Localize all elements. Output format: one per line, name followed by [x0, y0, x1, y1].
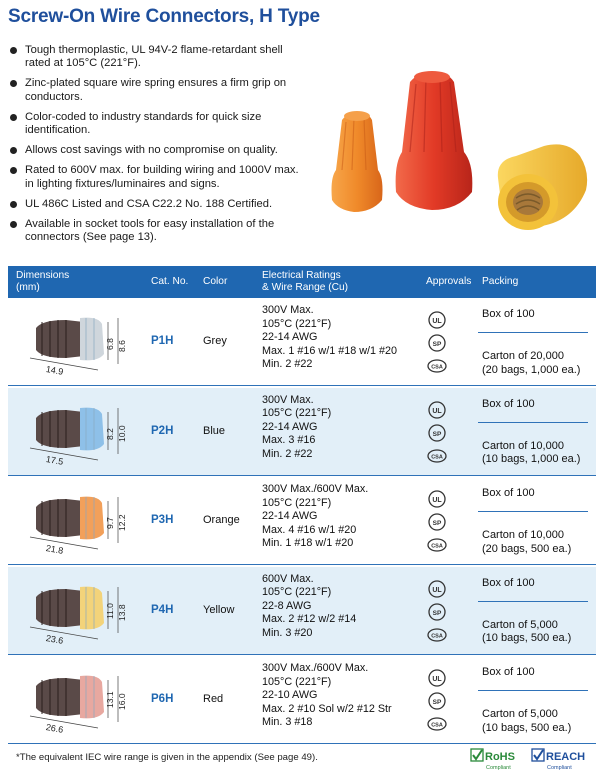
rating-line: Max. 2 #10 Sol w/2 #12 Str: [262, 702, 392, 715]
special-marking-icon: [429, 425, 445, 441]
packing-carton: [482, 440, 580, 467]
connector-color: Orange: [203, 514, 240, 526]
rating-line: Max. 3 #16: [262, 434, 316, 447]
table-header: [8, 266, 596, 298]
catalog-number: P4H: [151, 603, 174, 616]
packing-carton: [482, 350, 580, 377]
table-row-p4h: [8, 567, 596, 655]
feature-text: Allows cost savings with no compromise on quality.: [25, 144, 278, 157]
connector-side-icon: [36, 497, 104, 540]
rating-line: 105°C (221°F): [262, 317, 332, 330]
connector-side-icon: [36, 676, 104, 719]
special-marking-icon: [429, 335, 445, 351]
rating-line: Min. 2 #22: [262, 447, 313, 460]
approval-marks: [426, 489, 448, 555]
header-packing: Packing: [482, 276, 519, 287]
connector-color: Grey: [203, 335, 227, 347]
rating-line: Min. 3 #20: [262, 626, 313, 639]
approval-marks: [426, 310, 448, 376]
packing-carton: [482, 529, 571, 556]
connector-side-icon: [36, 407, 104, 450]
packing-carton-qty: Carton of 10,000: [482, 439, 564, 452]
feature-item: [8, 164, 308, 190]
footnote: *The equivalent IEC wire range is given in the appendix (See page 49).: [16, 752, 318, 763]
packing-carton-qty: Carton of 20,000: [482, 350, 564, 362]
csa-certified-icon: [428, 629, 446, 641]
bullet-icon: [10, 167, 17, 174]
approval-marks: [426, 668, 448, 734]
svg-text:CSA: CSA: [431, 722, 443, 729]
header-cat-no: Cat. No.: [151, 276, 189, 287]
svg-text:CSA: CSA: [431, 364, 443, 371]
connector-dimension-drawing: [18, 487, 133, 557]
csa-certified-icon: [428, 360, 446, 372]
rating-line: 300V Max.: [262, 393, 314, 406]
packing-divider: [478, 511, 588, 512]
rating-line: 22-14 AWG: [262, 420, 318, 433]
packing-carton-detail: (10 bags, 1,000 ea.): [482, 453, 581, 465]
feature-text: UL 486C Listed and CSA C22.2 No. 188 Certified.: [25, 197, 273, 210]
feature-item: [8, 218, 308, 244]
rating-line: 22-14 AWG: [262, 331, 318, 344]
rohs-badge-icon: [471, 749, 515, 771]
packing-carton-detail: (20 bags, 500 ea.): [482, 542, 572, 555]
page-title: Screw-On Wire Connectors, H Type: [8, 6, 320, 27]
packing-divider: [478, 332, 588, 333]
header-approvals: Approvals: [426, 276, 472, 287]
reach-label: REACH: [546, 751, 586, 763]
bullet-icon: [10, 147, 17, 154]
csa-certified-icon: [428, 539, 446, 551]
catalog-number: P3H: [151, 514, 174, 526]
table-row-p6h: [8, 656, 596, 744]
connector-dimension-drawing: [18, 666, 133, 736]
feature-item: [8, 198, 308, 211]
connector-color: Red: [203, 693, 224, 705]
rating-line: 105°C (221°F): [262, 496, 332, 509]
rating-line: Min. 2 #22: [262, 358, 313, 371]
ul-listed-icon: [429, 402, 445, 418]
dimension-width-outer: 13.8: [117, 603, 127, 621]
packing-carton-qty: Carton of 5,000: [482, 618, 558, 631]
svg-text:UL: UL: [432, 318, 442, 325]
rating-line: 105°C (221°F): [262, 586, 332, 599]
rating-line: Min. 1 #18 w/1 #20: [262, 537, 354, 550]
packing-box: Box of 100: [482, 576, 535, 589]
rating-line: Max. 4 #16 w/1 #20: [262, 523, 357, 536]
bullet-icon: [10, 114, 17, 121]
svg-text:CSA: CSA: [431, 543, 443, 550]
dimension-length: 23.6: [45, 632, 65, 646]
dimension-width-outer: 16.0: [117, 693, 127, 710]
feature-text: Zinc-plated square wire spring ensures a firm grip on conductors.: [25, 77, 287, 103]
dimension-width-inner: 11.0: [105, 602, 115, 619]
connector-color: Blue: [203, 424, 226, 437]
special-marking-icon: [429, 604, 445, 620]
dimension-width-inner: 13.1: [105, 691, 115, 708]
table-row-p1h: [8, 298, 596, 386]
dimension-width-outer: 10.0: [117, 424, 127, 442]
header-ratings: Electrical Ratings: [262, 270, 341, 281]
connector-dimension-drawing: [18, 577, 133, 647]
csa-certified-icon: [428, 718, 446, 730]
header-wire-range: & Wire Range (Cu): [262, 282, 349, 293]
special-marking-icon: [429, 693, 445, 709]
rating-line: Min. 3 #18: [262, 716, 313, 729]
svg-text:CSA: CSA: [431, 633, 443, 639]
header-dimensions-unit: (mm): [16, 282, 40, 293]
feature-item: [8, 111, 308, 137]
dimension-width-outer: 8.6: [117, 340, 127, 352]
csa-certified-icon: [428, 450, 446, 462]
header-dimensions: Dimensions: [16, 270, 70, 281]
compliance-badges: [470, 744, 592, 774]
connector-side-icon: [36, 318, 104, 361]
feature-list: [8, 44, 308, 251]
svg-text:SP: SP: [432, 341, 442, 348]
svg-text:SP: SP: [432, 699, 442, 706]
feature-text: Color-coded to industry standards for quick size identification.: [25, 110, 262, 137]
dimension-width-outer: 12.2: [117, 514, 127, 531]
svg-text:CSA: CSA: [431, 454, 443, 460]
packing-box: Box of 100: [482, 397, 535, 410]
connector-color: Yellow: [203, 603, 235, 616]
rating-line: 22-8 AWG: [262, 599, 312, 612]
electrical-ratings: [262, 394, 331, 462]
svg-text:UL: UL: [432, 586, 442, 594]
packing-box: Box of 100: [482, 487, 535, 499]
reach-sublabel: Compliant: [547, 765, 572, 771]
packing-carton-qty: Carton of 5,000: [482, 708, 558, 720]
rating-line: 300V Max.: [262, 304, 314, 316]
svg-text:SP: SP: [432, 609, 442, 617]
packing-carton: [482, 619, 571, 646]
ul-listed-icon: [429, 670, 445, 686]
bullet-icon: [10, 221, 17, 228]
feature-text: Available in socket tools for easy installation of the connectors (See page 13).: [25, 218, 275, 244]
svg-text:SP: SP: [432, 430, 442, 438]
header-color: Color: [203, 276, 228, 287]
svg-text:UL: UL: [432, 497, 442, 504]
connector-dimension-drawing: [18, 308, 133, 378]
yellow-connector-icon: [498, 144, 587, 230]
bullet-icon: [10, 47, 17, 54]
rohs-sublabel: Compliant: [486, 765, 511, 771]
reach-badge-icon: [532, 749, 585, 771]
svg-text:UL: UL: [432, 676, 442, 683]
rating-line: 22-10 AWG: [262, 689, 318, 702]
rating-line: 105°C (221°F): [262, 407, 332, 420]
rating-line: 600V Max.: [262, 572, 314, 585]
bullet-icon: [10, 80, 17, 87]
electrical-ratings: [262, 662, 392, 730]
ul-listed-icon: [429, 581, 445, 597]
dimension-width-inner: 9.7: [105, 517, 115, 529]
catalog-number: P1H: [151, 335, 174, 347]
approval-marks: [426, 579, 448, 645]
feature-item: [8, 144, 308, 157]
packing-box: Box of 100: [482, 308, 535, 320]
packing-carton-qty: Carton of 10,000: [482, 529, 564, 541]
electrical-ratings: [262, 304, 397, 372]
dimension-length: 21.8: [45, 542, 65, 556]
packing-divider: [478, 690, 588, 691]
packing-carton-detail: (10 bags, 500 ea.): [482, 632, 572, 644]
rating-line: Max. 1 #16 w/1 #18 w/1 #20: [262, 344, 398, 357]
table-row-p3h: [8, 477, 596, 565]
special-marking-icon: [429, 514, 445, 530]
dimension-length: 17.5: [45, 453, 65, 467]
rohs-label: RoHS: [485, 751, 515, 763]
packing-divider: [478, 601, 588, 602]
approval-marks: [426, 400, 448, 466]
orange-connector-icon: [332, 111, 383, 212]
bullet-icon: [10, 201, 17, 208]
packing-carton: [482, 708, 571, 735]
feature-text: Tough thermoplastic, UL 94V-2 flame-retardant shell rated at 105°C (221°F).: [25, 44, 283, 70]
packing-carton-detail: (20 bags, 1,000 ea.): [482, 363, 581, 376]
rating-line: 300V Max./600V Max.: [262, 483, 369, 495]
packing-carton-detail: (10 bags, 500 ea.): [482, 721, 572, 734]
rating-line: Max. 2 #12 w/2 #14: [262, 613, 357, 626]
feature-text: Rated to 600V max. for building wiring and 1000V max. in lighting fixtures/luminaires and signs.: [25, 164, 299, 190]
rating-line: 300V Max./600V Max.: [262, 662, 369, 674]
rating-line: 105°C (221°F): [262, 675, 332, 688]
ul-listed-icon: [429, 312, 445, 328]
dimension-width-inner: 6.8: [105, 338, 115, 350]
feature-item: [8, 77, 308, 103]
connector-dimension-drawing: [18, 398, 133, 468]
packing-divider: [478, 422, 588, 423]
connector-side-icon: [36, 586, 104, 629]
catalog-number: P2H: [151, 424, 174, 437]
electrical-ratings: [262, 483, 368, 551]
svg-text:SP: SP: [432, 520, 442, 527]
rating-line: 22-14 AWG: [262, 510, 318, 523]
dimension-width-inner: 8.2: [105, 427, 115, 440]
feature-item: [8, 44, 308, 70]
packing-box: Box of 100: [482, 666, 535, 678]
catalog-number: P6H: [151, 693, 174, 705]
red-connector-icon: [396, 71, 473, 210]
ul-listed-icon: [429, 491, 445, 507]
electrical-ratings: [262, 573, 356, 641]
dimension-length: 14.9: [45, 363, 65, 377]
dimension-length: 26.6: [45, 721, 65, 735]
connectors-photo: [318, 60, 598, 265]
svg-text:UL: UL: [432, 407, 442, 415]
table-row-p2h: [8, 388, 596, 476]
